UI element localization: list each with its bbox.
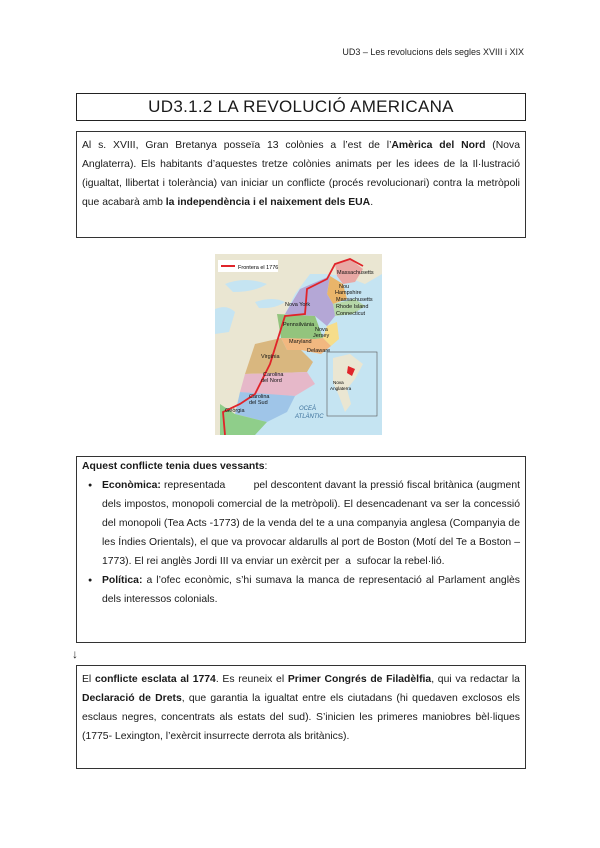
label-carolina-sud-2: del Sud [249,400,268,406]
vessants-heading [82,457,520,476]
vessants-box [76,456,526,643]
down-arrow-icon: ↓ [72,647,78,661]
intro-text-3: . [370,197,374,208]
title-box [76,93,526,121]
vessants-list [82,476,523,609]
intro-bold-1: Amèrica del Nord [391,140,486,151]
label-georgia: Geòrgia [225,408,245,414]
label-jersey: Jersey [313,333,330,339]
inset-label-1: Nova [333,380,344,385]
label-nou: Nou [339,284,350,290]
list-item-economica [102,476,523,571]
item-economica-text: representada pel descontent davant la pressió fiscal britànica (augment dels impostos, monopoli comercial de la metròpoli). El desencadenant va ser la concessió del monopoli (Tea Acts -1773) de la venda del te a una companyia anglesa (Companyia de les Índies Orientals), el que va provocar aldarulls al port de Boston (Motí del Te a Boston – 1773). El rei anglès Jordi III va enviar un exèrcit per a sufocar la rebel·lió. [102,480,523,567]
legend-label: Frontera el 1776 [238,265,279,271]
intro-paragraph [82,136,520,212]
vessants-heading-colon: : [264,461,268,472]
label-delaware: Delaware [307,348,331,354]
conflict-box [76,665,526,769]
label-carolina-nord-1: Carolina [263,372,284,378]
label-massachusetts: Massachusetts [337,270,374,276]
list-item-politica [102,571,520,609]
intro-text-2: (Nova Anglaterra). Els habitants d’aquestes tretze colònies animats per les idees de la Il·lustració (igualtat, llibertat i tolerància) van iniciar un conflicte (procés revolucionari) contra la metròpoli que acabarà amb [82,140,521,208]
label-maryland: Maryland [289,339,312,345]
inset-label-2: Anglaterra [330,386,352,391]
label-hampshire: Hampshire [335,290,362,296]
conflict-bold-3: Declaració de Drets [82,693,182,704]
conflict-text-4: , que garantia la igualtat entre els ciutadans (hi quedaven exclosos els esclaus negres, concentrats als estats del sud). S’inicien les primeres maniobres bèl·liques (1775- Lexington, l’exèrcit insurrecte derrota als britànics). [82,693,520,742]
page-title: UD3.1.2 LA REVOLUCIÓ AMERICANA [148,97,454,116]
label-massachusetts-2: Massachusetts [336,297,373,303]
label-nova-york: Nova York [285,302,311,308]
intro-box [76,131,526,238]
ocean-label-2: ATLÀNTIC [295,414,324,420]
label-carolina-sud-1: Carolina [249,394,270,400]
item-economica-label: Econòmica: [102,480,161,491]
conflict-paragraph [82,670,520,746]
label-carolina-nord-2: del Nord [261,378,282,384]
vessants-heading-bold: Aquest conflicte tenia dues vessants [82,461,265,472]
conflict-text-3: , qui va redactar la [431,674,520,685]
label-rhode-island: Rhode Island [336,304,369,310]
label-nova: Nova [315,327,328,333]
intro-text-1: Al s. XVIII, Gran Bretanya posseïa 13 colònies a l’est de l’ [82,140,392,151]
conflict-bold-1: conflicte esclata al 1774 [94,674,216,685]
label-virginia: Virgínia [261,354,280,360]
page-header: UD3 – Les revolucions dels segles XVIII i XIX [342,47,524,57]
ocean-label-1: OCEÀ [299,406,317,412]
intro-bold-2: la independència i el naixement dels EUA [165,197,371,208]
label-connecticut: Connecticut [336,311,366,317]
conflict-text-1: El [82,674,95,685]
label-pennsylvania: Pennsilvània [283,322,315,328]
item-politica-text: a l’ofec econòmic, s’hi sumava la manca de representació al Parlament anglès dels interessos colonials. [102,575,520,605]
conflict-text-2: . Es reuneix el [215,674,288,685]
conflict-bold-2: Primer Congrés de Filadèlfia [287,674,432,685]
thirteen-colonies-map [215,254,382,435]
item-politica-label: Política: [102,575,143,586]
